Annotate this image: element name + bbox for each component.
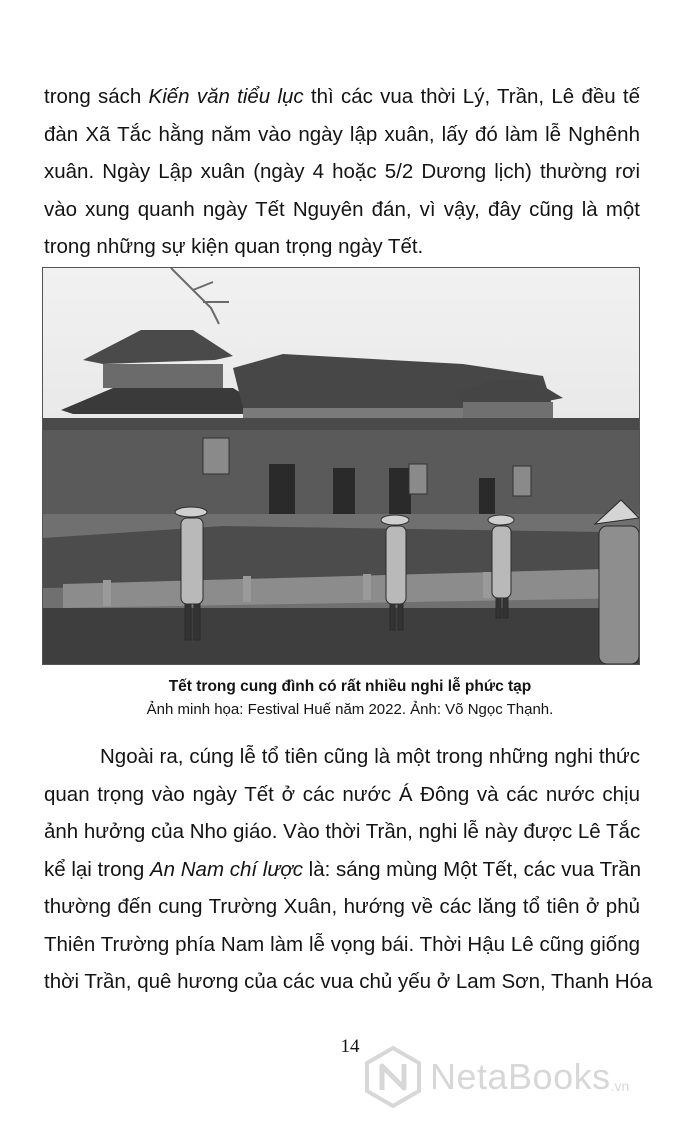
paragraph-2-line: quan trọng vào ngày Tết ở các nước Á Đông và các nước chịu [44,782,640,806]
paragraph-1-line: xuân. Ngày Lập xuân (ngày 4 hoặc 5/2 Dương lịch) thường rơi [44,160,640,183]
figure-caption-credit: Ảnh minh họa: Festival Huế năm 2022. Ảnh: Võ Ngọc Thạnh. [146,701,554,718]
paragraph-2-line: thời Trần, quê hương của các vua chủ yếu ở Lam Sơn, Thanh Hóa [44,970,653,993]
paragraph-1 [44,78,640,266]
book-title-kien-van-tieu-luc: Kiến văn tiểu lục [148,85,304,108]
figure-caption-title: Tết trong cung đình có rất nhiều nghi lễ phức tạp [168,678,532,695]
paragraph-2-line: Ngoài ra, cúng lễ tổ tiên cũng là một trong những nghi thức [100,745,640,768]
netabooks-watermark [364,1044,694,1110]
book-title-an-nam-chi-luoc: An Nam chí lược [149,857,303,881]
paragraph-2-line: thường đến cung Trường Xuân, hướng về các lăng tổ tiên ở phủ [44,895,640,918]
paragraph-2-line: Thiên Trường phía Nam làm lễ vọng bái. Thời Hậu Lê cũng giống [44,932,640,956]
netabooks-logo-icon [364,1046,422,1108]
watermark-text: NetaBooks [430,1056,611,1097]
paragraph-1-line: trong những sự kiện quan trọng ngày Tết. [44,235,424,258]
paragraph-2-line: ảnh hưởng của Nho giáo. Vào thời Trần, nghi lễ này được Lê Tắc [44,820,641,843]
watermark-suffix: .vn [610,1078,630,1094]
paragraph-1-line: trong sách Kiến văn tiểu lục thì các vua thời Lý, Trần, Lê đều tế [44,85,640,108]
paragraph-2 [44,738,653,1001]
paragraph-1-line: vào xung quanh ngày Tết Nguyên đán, vì vậy, đây cũng là một [44,197,640,221]
ngo-mon-gate-photo [42,267,640,665]
paragraph-2-line: kể lại trong An Nam chí lược là: sáng mùng Một Tết, các vua Trần [44,857,642,881]
paragraph-1-line: đàn Xã Tắc hằng năm vào ngày lập xuân, lấy đó làm lễ Nghênh [44,122,640,146]
page-number: 14 [340,1036,360,1057]
